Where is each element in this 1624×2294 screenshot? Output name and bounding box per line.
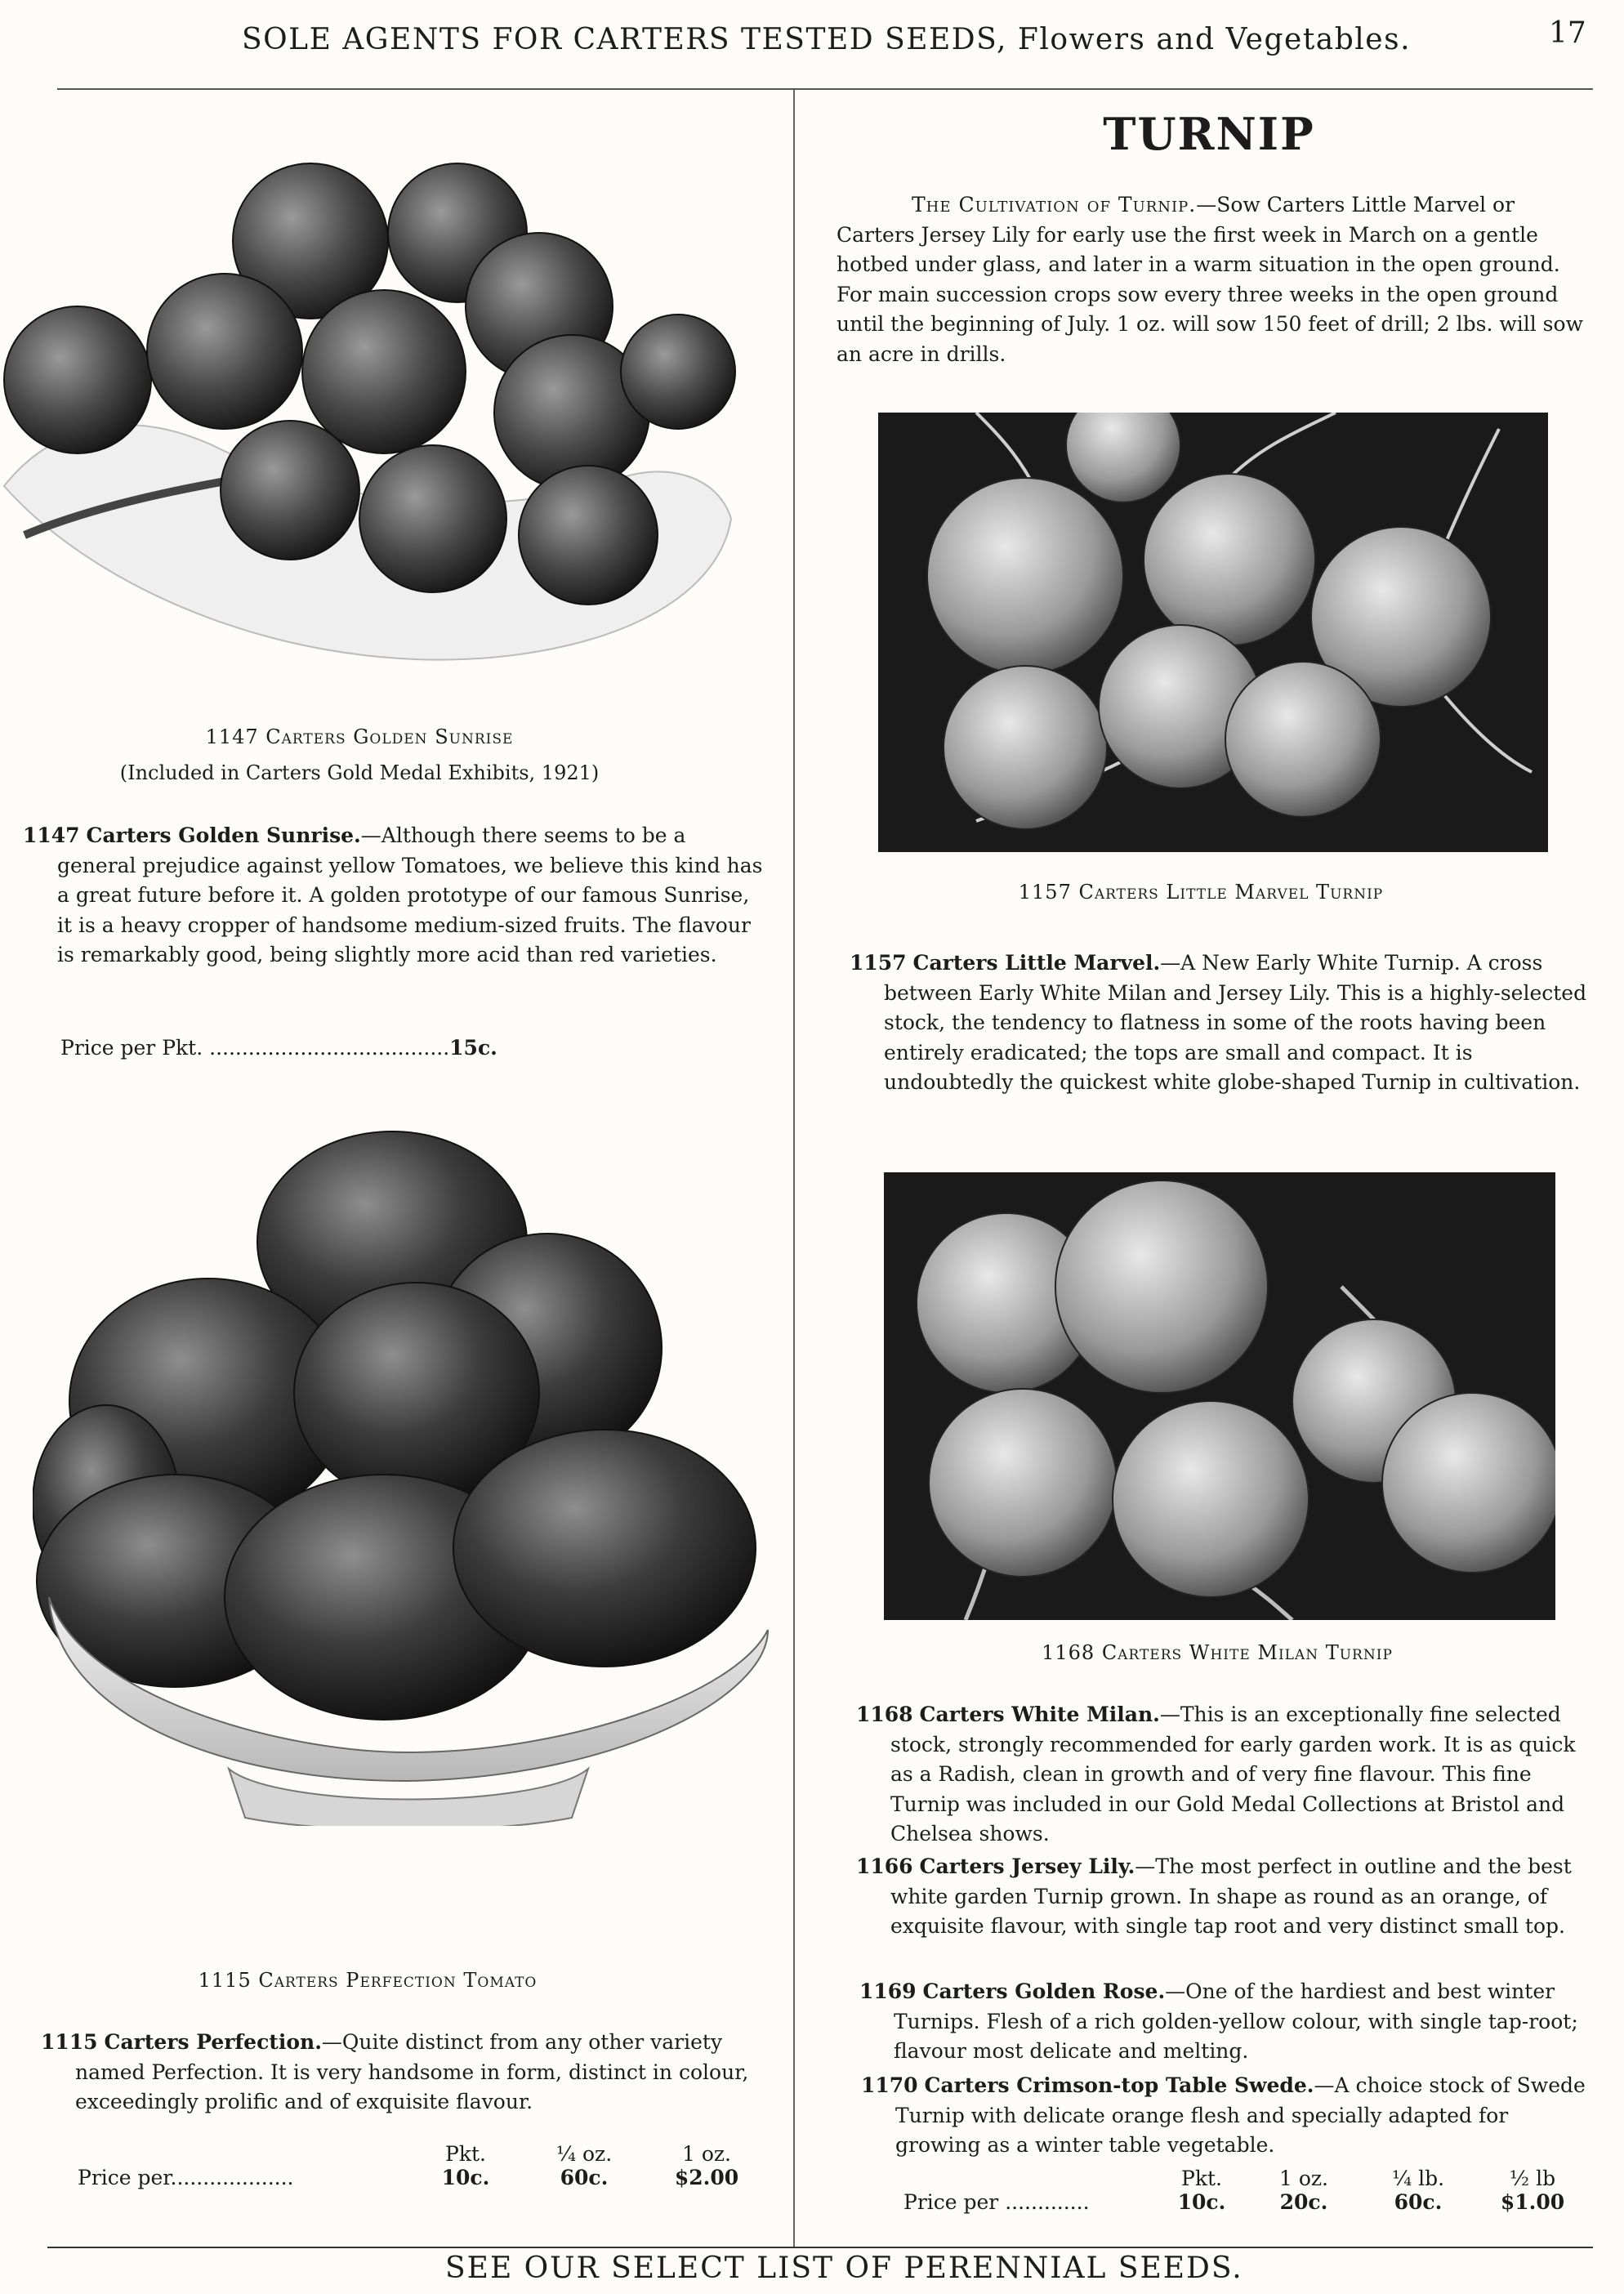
entry-description: —A choice stock of Swede Turnip with delicate orange flesh and specially adapted for growing as a winter table vegetable. — [895, 2073, 1586, 2157]
entry-name: Carters Perfection. — [104, 2030, 322, 2054]
perfection-caption: 1115 Carters Perfection Tomato — [198, 1969, 538, 1992]
entry-description: —One of the hardiest and best winter Turnips. Flesh of a rich golden-yellow colour, with single tap-root; flavour most delicate and melting. — [894, 1979, 1578, 2063]
entry-name: Carters Jersey Lily. — [919, 1854, 1135, 1878]
turnip-price-table — [903, 2167, 1590, 2214]
crimson-top-entry — [861, 2071, 1598, 2161]
entry-number: 1168 — [856, 1703, 913, 1726]
little-marvel-entry — [850, 948, 1593, 1098]
entry-description: —Although there seems to be a general prejudice against yellow Tomatoes, we believe this kind has a great future before it. A golden prototype of our famous Sunrise, it is a heavy cropper of handsome medium-sized fruits. The flavour is remarkably good, being slightly more acid than red varieties. — [57, 823, 763, 966]
entry-number: 1169 — [859, 1979, 917, 2003]
column-divider — [793, 90, 795, 2247]
jersey-lily-entry — [856, 1852, 1598, 1942]
price-value: 10c. — [441, 2166, 490, 2189]
price-leader: ..................................... — [209, 1036, 450, 1060]
price-label: Price per — [78, 2166, 171, 2189]
price-value: $1.00 — [1500, 2190, 1565, 2214]
price-value: 10c. — [1177, 2190, 1226, 2214]
entry-description: —Quite distinct from any other variety named Perfection. It is very handsome in form, distinct in colour, exceedingly prolific and of exquisite flavour. — [75, 2030, 749, 2113]
entry-description: —The most perfect in outline and the best white garden Turnip grown. In shape as round as an orange, of exquisite flavour, with single tap root and very distinct small top. — [890, 1854, 1572, 1938]
little-marvel-caption: 1157 Carters Little Marvel Turnip — [1018, 881, 1384, 904]
entry-name: Carters Crimson-top Table Swede. — [924, 2073, 1314, 2097]
price-label: Price per Pkt. — [60, 1036, 203, 1060]
price-header: 1 oz. — [681, 2142, 732, 2166]
page-footer: SEE OUR SELECT LIST OF PERENNIAL SEEDS. — [445, 2252, 1243, 2285]
entry-name: Carters White Milan. — [919, 1703, 1160, 1726]
perfection-tomato-illustration — [33, 1123, 784, 1826]
entry-number: 1170 — [861, 2073, 918, 2097]
price-leader: ............. — [1005, 2190, 1090, 2214]
little-marvel-photo — [878, 413, 1548, 852]
price-value: 15c. — [449, 1036, 497, 1060]
price-label: Price per — [903, 2190, 999, 2214]
perfection-price-table — [78, 2142, 756, 2189]
entry-description: —A New Early White Turnip. A cross between Early White Milan and Jersey Lily. This is a highly-selected stock, the tendency to flatness in some of the roots having been entirely eradicated; the tops are small and compact. It is undoubtedly the quickest white globe-shaped Turnip in cultivation. — [884, 951, 1587, 1094]
entry-number: 1157 — [850, 951, 907, 975]
price-value: $2.00 — [674, 2166, 739, 2189]
entry-number: 1147 — [23, 823, 80, 847]
price-value: 60c. — [560, 2166, 609, 2189]
price-header: Pkt. — [1181, 2167, 1222, 2190]
header-rule — [57, 88, 1593, 90]
price-leader: ................... — [170, 2166, 294, 2189]
golden-sunrise-caption: 1147 Carters Golden Sunrise — [205, 725, 514, 748]
golden-sunrise-price — [60, 1036, 497, 1060]
entry-description: —This is an exceptionally fine selected stock, strongly recommended for early garden work. It is as quick as a Radish, clean in growth and of very fine flavour. This fine Turnip was included in our Gold Medal Collections at Bristol and Chelsea shows. — [890, 1703, 1576, 1845]
cultivation-lead: The Cultivation of Turnip. — [912, 193, 1197, 216]
perfection-entry — [41, 2028, 784, 2118]
entry-name: Carters Golden Rose. — [922, 1979, 1166, 2003]
price-header: ¼ oz. — [555, 2142, 613, 2166]
white-milan-caption: 1168 Carters White Milan Turnip — [1042, 1641, 1393, 1664]
entry-number: 1115 — [41, 2030, 98, 2054]
page-number: 17 — [1549, 16, 1586, 50]
entry-name: Carters Little Marvel. — [912, 951, 1161, 975]
cultivation-paragraph — [837, 190, 1588, 369]
golden-rose-entry — [859, 1977, 1598, 2067]
golden-sunrise-entry — [23, 821, 768, 971]
entry-number: 1166 — [856, 1854, 913, 1878]
price-value: 60c. — [1394, 2190, 1443, 2214]
golden-sunrise-subcaption: (Included in Carters Gold Medal Exhibits, 1921) — [119, 761, 600, 784]
price-header: ½ lb — [1509, 2167, 1556, 2190]
price-header: Pkt. — [445, 2142, 486, 2166]
page-header: SOLE AGENTS FOR CARTERS TESTED SEEDS, Flowers and Vegetables. — [242, 23, 1412, 56]
cultivation-text: —Sow Carters Little Marvel or Carters Jersey Lily for early use the first week in March on a gentle hotbed under glass, and later in a warm situation in the open ground. For main succession crops sow every three weeks in the open ground until the beginning of July. 1 oz. will sow 150 feet of drill; 2 lbs. will sow an acre in drills. — [837, 193, 1583, 366]
golden-sunrise-illustration — [0, 135, 739, 707]
price-header: ¼ lb. — [1391, 2167, 1445, 2190]
entry-name: Carters Golden Sunrise. — [86, 823, 361, 847]
price-header: 1 oz. — [1278, 2167, 1329, 2190]
white-milan-photo — [884, 1172, 1555, 1620]
price-value: 20c. — [1279, 2190, 1328, 2214]
section-title: TURNIP — [1103, 108, 1315, 160]
footer-rule — [47, 2247, 1593, 2248]
white-milan-entry — [856, 1700, 1598, 1850]
